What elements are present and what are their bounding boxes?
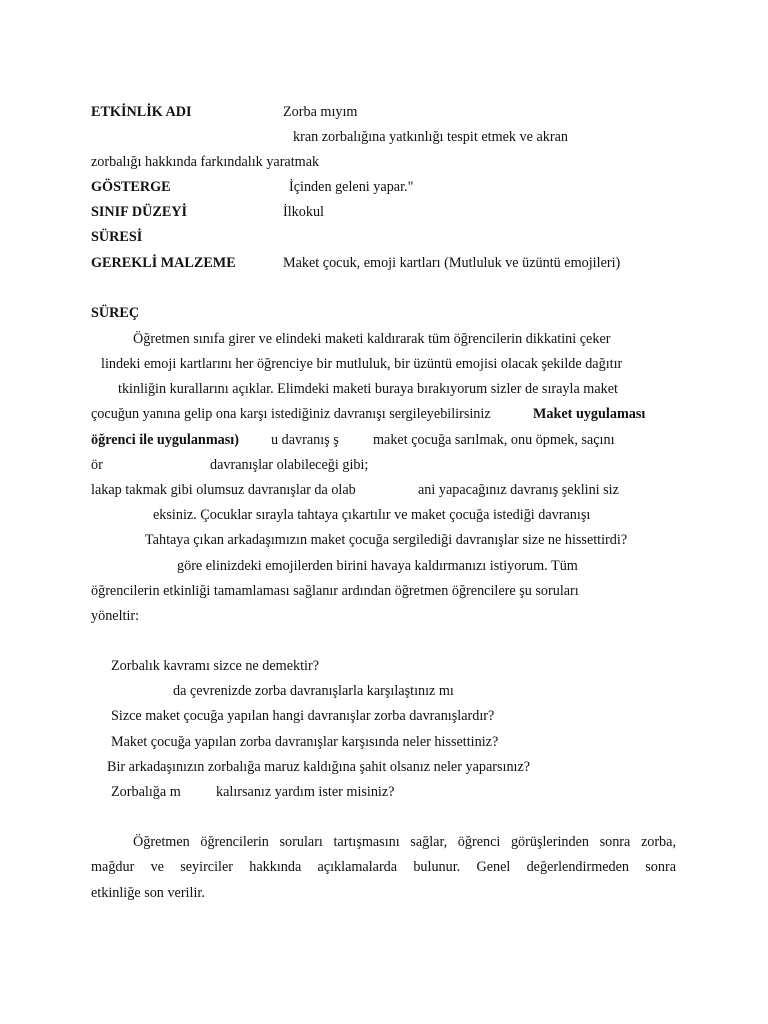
etkinlik-adi-value: Zorba mıyım	[283, 104, 358, 120]
gosterge-value: İçinden geleni yapar."	[289, 179, 414, 195]
question-4: Maket çocuğa yapılan zorba davranışlar karşısında neler hissettiniz?	[111, 734, 499, 750]
surec-line-4b: Maket uygulaması	[533, 406, 646, 422]
closing-line-1: Öğretmen öğrencilerin soruları tartışmasını sağlar, öğrenci görüşlerinden sonra zorba,	[133, 834, 676, 850]
sinif-duzeyi-label: SINIF DÜZEYİ	[91, 204, 188, 220]
question-3: Sizce maket çocuğa yapılan hangi davranışlar zorba davranışlardır?	[111, 708, 495, 724]
surec-line-5c: maket çocuğa sarılmak, onu öpmek, saçını	[373, 432, 615, 448]
etkinlik-adi-label: ETKİNLİK ADI	[91, 104, 192, 120]
surec-line-2: lindeki emoji kartlarını her öğrenciye bir mutluluk, bir üzüntü emojisi olacak şekilde dağıtır	[101, 356, 623, 372]
amac-line-2: zorbalığı hakkında farkındalık yaratmak	[91, 154, 320, 170]
surec-line-1: Öğretmen sınıfa girer ve elindeki maketi kaldırarak tüm öğrencilerin dikkatini çeker	[133, 331, 611, 347]
question-1: Zorbalık kavramı sizce ne demektir?	[111, 658, 319, 674]
question-6a: Zorbalığa m	[111, 784, 181, 800]
surec-line-6b: davranışlar olabileceği gibi;	[210, 457, 369, 473]
surec-title: SÜREÇ	[91, 305, 140, 321]
question-5: Bir arkadaşınızın zorbalığa maruz kaldığına şahit olsanız neler yaparsınız?	[107, 759, 531, 775]
closing-line-2: mağdur ve seyirciler hakkında açıklamalarda bulunur. Genel değerlendirmeden sonra	[91, 859, 676, 875]
suresi-label: SÜRESİ	[91, 229, 143, 245]
surec-line-8: eksiniz. Çocuklar sırayla tahtaya çıkartılır ve maket çocuğa istediği davranışı	[153, 507, 591, 523]
surec-line-4a: çocuğun yanına gelip ona karşı istediğiniz davranışı sergileyebilirsiniz	[91, 406, 491, 422]
closing-line-3: etkinliğe son verilir.	[91, 885, 205, 901]
question-2: da çevrenizde zorba davranışlarla karşılaştınız mı	[173, 683, 454, 699]
surec-line-7a: lakap takmak gibi olumsuz davranışlar da olab	[91, 482, 356, 498]
gerekli-malzeme-label: GEREKLİ MALZEME	[91, 255, 236, 271]
surec-line-3: tkinliğin kurallarını açıklar. Elimdeki maketi buraya bırakıyorum sizler de sırayla maket	[118, 381, 618, 397]
surec-line-11: öğrencilerin etkinliği tamamlaması sağlanır ardından öğretmen öğrencilere şu soruları	[91, 583, 579, 599]
surec-line-6a: ör	[91, 457, 103, 473]
surec-line-5b: u davranış ş	[271, 432, 339, 448]
surec-line-7b: ani yapacağınız davranış şeklini siz	[418, 482, 619, 498]
question-6b: kalırsanız yardım ister misiniz?	[216, 784, 395, 800]
gosterge-label: GÖSTERGE	[91, 179, 171, 195]
surec-line-5a: öğrenci ile uygulanması)	[91, 432, 239, 448]
amac-line-1: kran zorbalığına yatkınlığı tespit etmek ve akran	[293, 129, 568, 145]
surec-line-12: yöneltir:	[91, 608, 140, 624]
gerekli-malzeme-value: Maket çocuk, emoji kartları (Mutluluk ve üzüntü emojileri)	[283, 255, 621, 271]
sinif-duzeyi-value: İlkokul	[283, 204, 324, 220]
surec-line-9: Tahtaya çıkan arkadaşımızın maket çocuğa sergilediği davranışlar size ne hissettirdi?	[145, 532, 628, 548]
surec-line-10: göre elinizdeki emojilerden birini havaya kaldırmanızı istiyorum. Tüm	[177, 558, 578, 574]
